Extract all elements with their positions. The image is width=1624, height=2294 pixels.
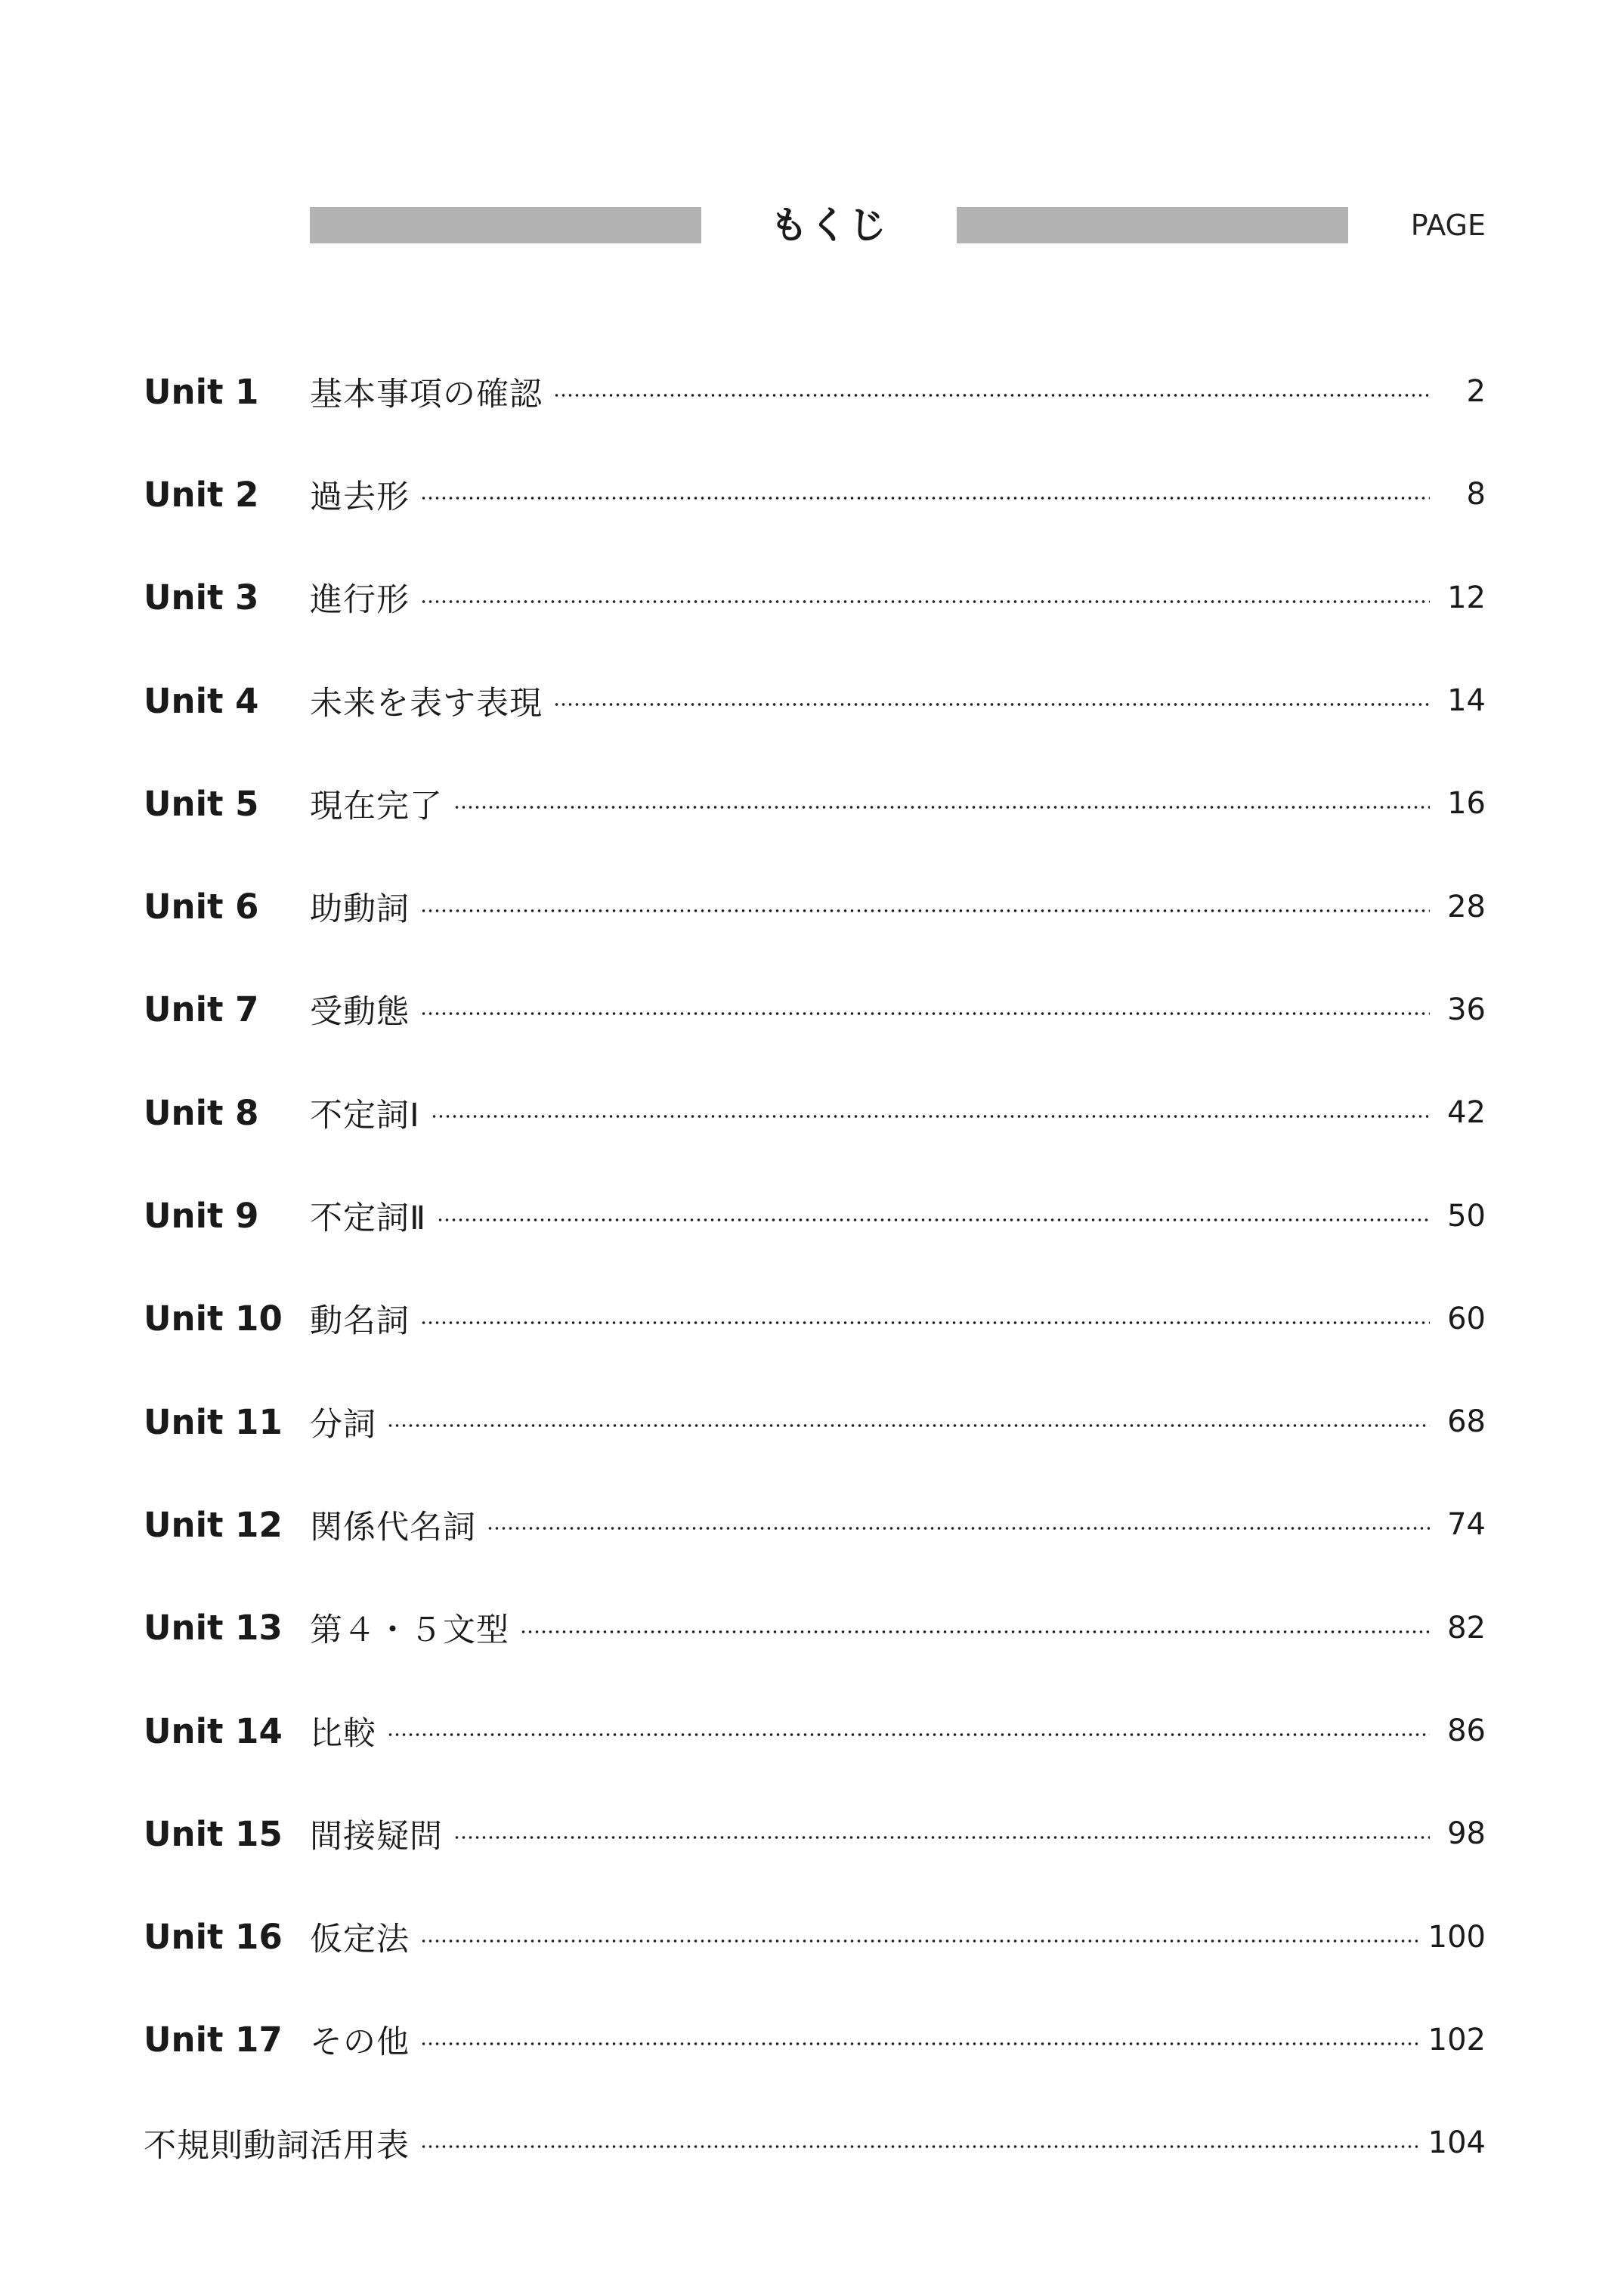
page-column-label: PAGE xyxy=(1410,209,1486,242)
page-number: 8 xyxy=(1466,477,1486,512)
toc-entry-appendix[interactable] xyxy=(144,2091,1486,2194)
unit-number: Unit 9 xyxy=(144,1196,259,1237)
unit-number: Unit 11 xyxy=(144,1401,283,1442)
unit-title: 動名詞 xyxy=(310,1302,410,1341)
unit-number: Unit 7 xyxy=(144,989,259,1030)
toc-entry-unit-3[interactable] xyxy=(144,546,1486,649)
unit-title: 関係代名詞 xyxy=(310,1508,476,1546)
dot-leader xyxy=(431,1115,1430,1118)
toc-header xyxy=(0,204,1624,249)
unit-number: Unit 17 xyxy=(144,2020,283,2060)
unit-number: Unit 3 xyxy=(144,577,259,618)
dot-leader xyxy=(553,703,1430,706)
table-of-contents xyxy=(144,340,1486,2194)
page-number: 98 xyxy=(1447,1816,1486,1852)
page-number: 16 xyxy=(1447,786,1486,822)
unit-title: 不定詞Ⅰ xyxy=(310,1096,420,1135)
dot-leader xyxy=(453,1836,1430,1839)
dot-leader xyxy=(487,1527,1430,1530)
page-number: 74 xyxy=(1447,1507,1486,1543)
unit-title: 基本事項の確認 xyxy=(310,375,543,413)
toc-entry-unit-10[interactable] xyxy=(144,1268,1486,1370)
toc-entry-unit-16[interactable] xyxy=(144,1885,1486,1988)
unit-title: 受動態 xyxy=(310,993,410,1032)
unit-number: Unit 4 xyxy=(144,680,259,721)
dot-leader xyxy=(420,600,1430,603)
page-number: 102 xyxy=(1428,2022,1486,2057)
toc-entry-unit-2[interactable] xyxy=(144,443,1486,546)
page-number: 36 xyxy=(1447,992,1486,1027)
page-number: 60 xyxy=(1447,1301,1486,1336)
page-number: 100 xyxy=(1428,1919,1486,1955)
toc-entry-unit-4[interactable] xyxy=(144,649,1486,752)
page-number: 104 xyxy=(1428,2125,1486,2161)
unit-title: 進行形 xyxy=(310,581,410,620)
dot-leader xyxy=(453,806,1430,809)
dot-leader xyxy=(387,1424,1430,1427)
page-number: 86 xyxy=(1447,1714,1486,1748)
page-number: 14 xyxy=(1447,683,1486,719)
header-bar-right xyxy=(957,207,1348,243)
unit-title: 分詞 xyxy=(310,1405,376,1444)
toc-entry-unit-17[interactable] xyxy=(144,1989,1486,2091)
dot-leader xyxy=(387,1733,1430,1736)
unit-title: 助動詞 xyxy=(310,890,410,929)
unit-title: 不定詞Ⅱ xyxy=(310,1200,427,1238)
dot-leader xyxy=(420,2145,1418,2148)
page-number: 2 xyxy=(1466,374,1486,410)
unit-title: 間接疑問 xyxy=(310,1817,443,1856)
dot-leader xyxy=(520,1630,1430,1633)
dot-leader xyxy=(420,1321,1430,1324)
header-bar-left xyxy=(310,207,701,243)
toc-entry-unit-11[interactable] xyxy=(144,1370,1486,1473)
toc-entry-unit-8[interactable] xyxy=(144,1061,1486,1164)
unit-number: Unit 8 xyxy=(144,1092,259,1133)
unit-number: Unit 5 xyxy=(144,783,259,824)
toc-entry-unit-6[interactable] xyxy=(144,855,1486,958)
unit-number: Unit 14 xyxy=(144,1710,283,1751)
unit-title: 仮定法 xyxy=(310,1921,410,1959)
page-number: 68 xyxy=(1447,1404,1486,1440)
unit-title: 過去形 xyxy=(310,478,410,516)
page-number: 12 xyxy=(1447,580,1486,615)
unit-number: Unit 2 xyxy=(144,474,259,515)
unit-number: Unit 16 xyxy=(144,1917,283,1958)
page-number: 42 xyxy=(1447,1095,1486,1131)
unit-title: 比較 xyxy=(310,1714,376,1753)
toc-entry-unit-13[interactable] xyxy=(144,1577,1486,1679)
toc-entry-unit-14[interactable] xyxy=(144,1679,1486,1782)
appendix-title: 不規則動詞活用表 xyxy=(144,2126,410,2165)
page-number: 50 xyxy=(1447,1198,1486,1234)
unit-title: 現在完了 xyxy=(310,787,443,825)
unit-number: Unit 13 xyxy=(144,1608,283,1649)
dot-leader xyxy=(420,1012,1430,1015)
toc-entry-unit-5[interactable] xyxy=(144,752,1486,855)
page-number: 28 xyxy=(1447,889,1486,924)
unit-number: Unit 6 xyxy=(144,887,259,927)
unit-number: Unit 12 xyxy=(144,1504,283,1545)
dot-leader xyxy=(420,1940,1418,1943)
page-title: もくじ xyxy=(770,203,888,247)
unit-number: Unit 10 xyxy=(144,1299,283,1339)
toc-entry-unit-7[interactable] xyxy=(144,958,1486,1061)
dot-leader xyxy=(553,394,1430,397)
unit-number: Unit 15 xyxy=(144,1813,283,1854)
page-number: 82 xyxy=(1447,1610,1486,1645)
dot-leader xyxy=(437,1218,1430,1221)
unit-title: 未来を表す表現 xyxy=(310,684,543,723)
unit-number: Unit 1 xyxy=(144,371,259,412)
toc-entry-unit-15[interactable] xyxy=(144,1782,1486,1885)
toc-entry-unit-1[interactable] xyxy=(144,340,1486,443)
dot-leader xyxy=(420,2042,1418,2045)
dot-leader xyxy=(420,497,1430,500)
dot-leader xyxy=(420,909,1430,912)
unit-title: その他 xyxy=(310,2023,410,2062)
toc-entry-unit-12[interactable] xyxy=(144,1473,1486,1576)
unit-title: 第４・５文型 xyxy=(310,1611,509,1650)
toc-entry-unit-9[interactable] xyxy=(144,1164,1486,1267)
